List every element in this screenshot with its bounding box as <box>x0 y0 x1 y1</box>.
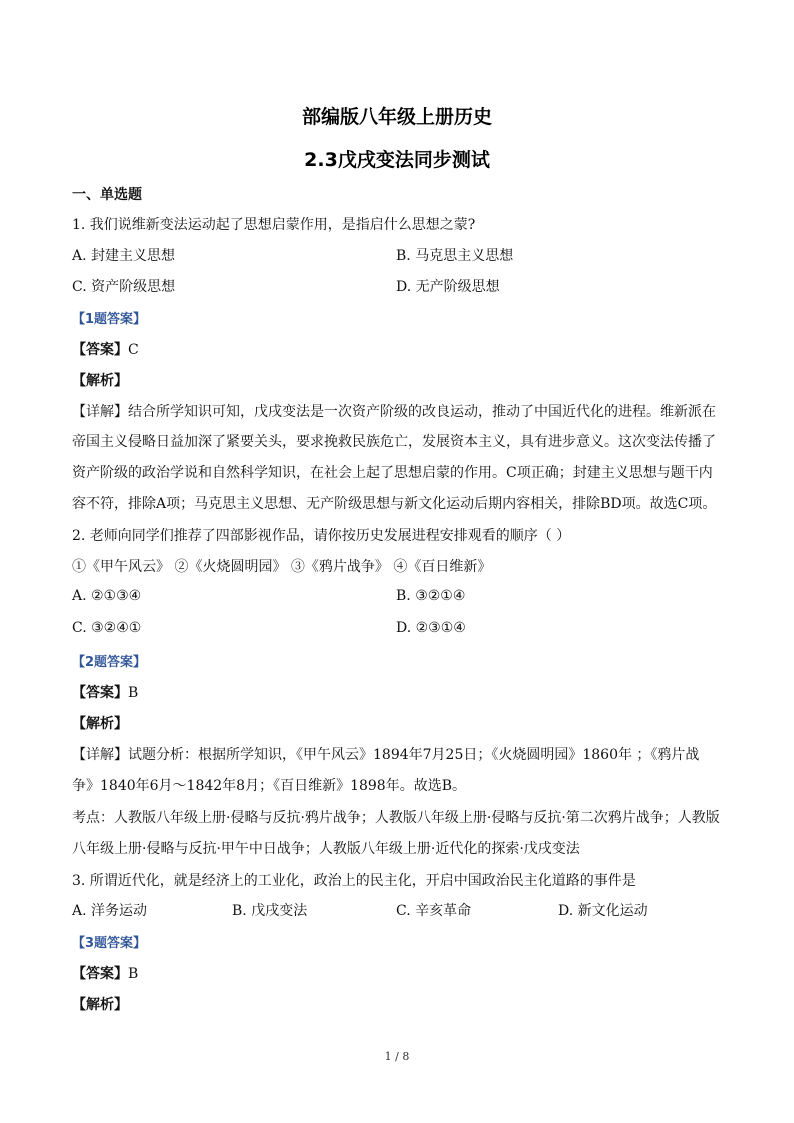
q2-analysis-label: 【解析】 <box>72 716 128 732</box>
q3-analysis-label: 【解析】 <box>72 997 128 1013</box>
q1-option-c: C. 资产阶级思想 <box>72 279 176 295</box>
document-subtitle: 2.3戊戌变法同步测试 <box>304 149 490 171</box>
q1-answer-label: 【答案】 <box>72 342 128 358</box>
q1-answer-header: 【1题答案】 <box>72 312 147 327</box>
q1-answer-value: C <box>128 342 139 358</box>
q1-detail-line: 容不符，排除A项；马克思主义思想、无产阶级思想与新文化运动后期内容相关，排除BD项。故选C项。 <box>72 496 717 512</box>
q2-works: ①《甲午风云》 ②《火烧圆明园》 ③《鸦片战争》 ④《百日维新》 <box>72 559 492 575</box>
q1-answer <box>72 339 732 359</box>
q3-answer-value: B <box>128 966 139 982</box>
q1-detail-line: 帝国主义侵略日益加深了紧要关头，要求挽救民族危亡，发展资本主义，具有进步意义。这次变法传播了 <box>72 434 716 450</box>
q2-option-d: D. ②③①④ <box>396 620 466 636</box>
q2-detail-line: 争》1840年6月～1842年8月；《百日维新》1898年。故选B。 <box>72 778 466 794</box>
q2-option-b: B. ③②①④ <box>396 588 466 604</box>
q3-answer <box>72 963 732 983</box>
section-heading: 一、单选题 <box>72 187 142 203</box>
q1-option-b: B. 马克思主义思想 <box>396 248 514 264</box>
q3-answer-header: 【3题答案】 <box>72 936 147 951</box>
q2-stem: 2. 老师向同学们推荐了四部影视作品，请你按历史发展进程安排观看的顺序（ ） <box>72 528 571 544</box>
document-title: 部编版八年级上册历史 <box>301 106 492 128</box>
q1-detail-line: 资产阶级的政治学说和自然科学知识，在社会上起了思想启蒙的作用。C项正确；封建主义思想与题干内 <box>72 465 713 481</box>
q2-answer-header: 【2题答案】 <box>72 655 147 670</box>
q2-detail-line: 考点：人教版八年级上册·侵略与反抗·鸦片战争；人教版八年级上册·侵略与反抗·第二次鸦片战争；人教版 <box>72 810 720 826</box>
q2-answer <box>72 682 732 702</box>
q2-answer-value: B <box>128 685 139 701</box>
q3-option-a: A. 洋务运动 <box>72 903 148 919</box>
q2-detail-line: 【详解】试题分析：根据所学知识，《甲午风云》1894年7月25日；《火烧圆明园》1860年 ；《鸦片战 <box>72 747 700 763</box>
q1-analysis-label: 【解析】 <box>72 373 128 389</box>
q3-stem: 3. 所谓近代化，就是经济上的工业化，政治上的民主化，开启中国政治民主化道路的事件是 <box>72 873 636 889</box>
page-number: 1 / 8 <box>384 1050 410 1063</box>
q3-option-d: D. 新文化运动 <box>558 903 648 919</box>
q3-answer-label: 【答案】 <box>72 966 128 982</box>
q3-option-c: C. 辛亥革命 <box>396 903 472 919</box>
q2-answer-label: 【答案】 <box>72 685 128 701</box>
q1-detail-line: 【详解】结合所学知识可知，戊戌变法是一次资产阶级的改良运动，推动了中国近代化的进程。维新派在 <box>72 404 716 420</box>
q3-option-b: B. 戊戌变法 <box>232 903 308 919</box>
q2-option-a: A. ②①③④ <box>72 588 142 604</box>
q2-option-c: C. ③②④① <box>72 620 142 636</box>
q1-option-a: A. 封建主义思想 <box>72 248 176 264</box>
q2-detail-line: 八年级上册·侵略与反抗·甲午中日战争；人教版八年级上册·近代化的探索·戊戌变法 <box>72 841 580 857</box>
q1-option-d: D. 无产阶级思想 <box>396 279 500 295</box>
q1-stem: 1. 我们说维新变法运动起了思想启蒙作用，是指启什么思想之蒙? <box>72 217 476 233</box>
